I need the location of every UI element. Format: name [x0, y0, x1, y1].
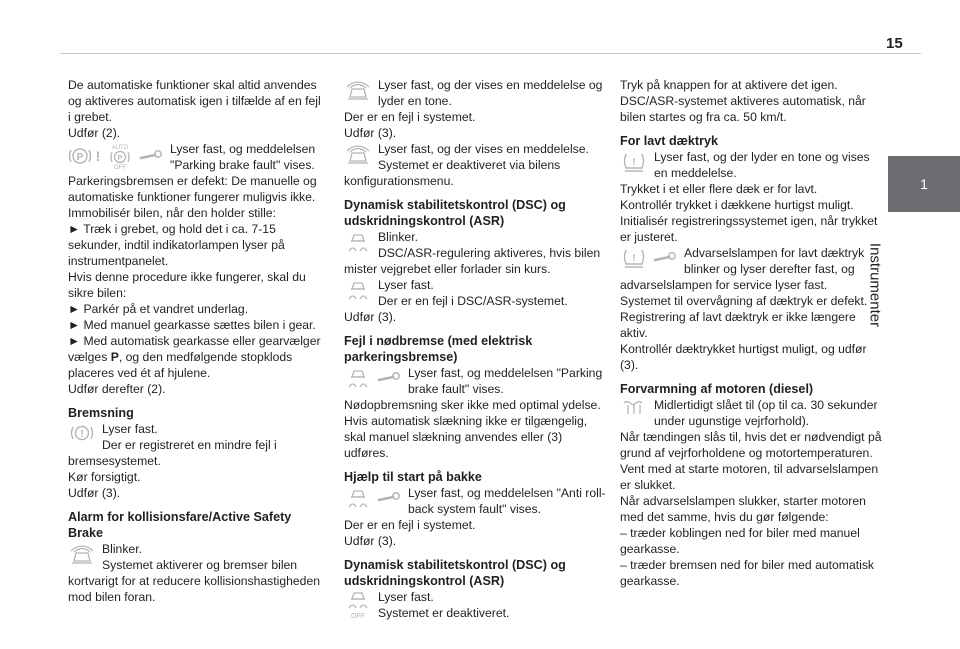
icon-row-text: Der er en fejl i DSC/ASR-systemet.: [378, 294, 568, 308]
wrench-icon: [652, 251, 678, 265]
icon-group: [344, 143, 372, 165]
collision-icon: [344, 143, 372, 165]
icon-row-text: Lyser fast, og der lyder en tone og vises en meddelelse.: [654, 150, 870, 180]
icon-row-text: Blinker.: [378, 230, 418, 244]
header-rule: [60, 53, 921, 54]
heading-tyre: For lavt dæktryk: [620, 134, 718, 148]
icon-group: [68, 423, 96, 443]
warning-row: [620, 397, 882, 429]
parking-brake-icon: [68, 146, 102, 166]
tyre-pressure-icon: [620, 151, 648, 173]
heading-noedbremse: Fejl i nødbremse (med elektrisk parkeringsbremse): [344, 334, 533, 364]
warning-row: [68, 141, 326, 173]
paragraph: Der er en fejl i systemet.: [344, 518, 476, 532]
column-2: [344, 77, 606, 621]
auto-text: AUTO: [111, 145, 129, 151]
brake-warning-icon: [68, 423, 96, 443]
exclaim-letter: !: [95, 148, 101, 164]
warning-row: [344, 77, 606, 109]
icon-row-text: Systemet er deaktiveret.: [378, 606, 510, 620]
warning-row: [68, 541, 326, 605]
icon-row-text: Advarselslampen for lavt dæktryk blinker og lyser derefter fast, og advarselslampen for service lyser fast.: [620, 246, 865, 292]
dsc-skid-icon: [344, 279, 372, 301]
icon-row-text: Systemet aktiverer og bremser bilen kortvarigt for at reducere kollisionshastigheden mod bilen foran.: [68, 558, 321, 604]
icon-row-text: Lyser fast.: [378, 278, 434, 292]
icon-row-text: Lyser fast, og meddelelsen "Parking brake fault" vises.: [170, 142, 316, 172]
chapter-tab[interactable]: 1: [888, 156, 960, 212]
off-text: OFF: [114, 165, 126, 169]
icon-row-text: Lyser fast, og der vises en meddelelse og lyder en tone.: [378, 78, 603, 108]
bullet-item: ► Træk i grebet, og hold det i ca. 7-15 sekunder, indtil indikatorlampen lyser på instrumentpanelet.: [68, 222, 285, 268]
warning-row: [344, 141, 606, 189]
paragraph: Hvis denne procedure ikke fungerer, skal du sikre bilen:: [68, 270, 306, 300]
tyre-pressure-icon: [620, 247, 648, 269]
icon-row-text: Der er registreret en mindre fejl i bremsesystemet.: [68, 438, 277, 468]
bullet-text-c: , og den medfølgende stopklods placeres ved ét af hjulene.: [68, 350, 293, 380]
dsc-skid-icon: [344, 367, 372, 389]
wrench-icon: [376, 491, 402, 505]
icon-row-text: Lyser fast.: [378, 590, 434, 604]
warning-row: [344, 589, 606, 621]
exclaim-letter: !: [80, 429, 84, 440]
wrench-icon: [376, 371, 402, 385]
collision-icon: [344, 79, 372, 101]
column-1: [68, 77, 326, 605]
paragraph: De automatiske funktioner skal altid anvendes og aktiveres automatisk igen i tilfælde af en fejl i grebet.: [68, 78, 321, 124]
warning-row: [344, 485, 606, 517]
paragraph: Udfør (3).: [344, 126, 397, 140]
paragraph: Udfør derefter (2).: [68, 382, 166, 396]
warning-row: [344, 229, 606, 277]
paragraph: Systemet til overvågning af dæktryk er defekt.: [620, 294, 868, 308]
heading-alarm: Alarm for kollisionsfare/Active Safety Brake: [68, 510, 292, 540]
collision-icon: [68, 543, 96, 565]
heading-dsc: Dynamisk stabilitetskontrol (DSC) og udskridningskontrol (ASR): [344, 198, 566, 228]
wrench-icon: [138, 149, 164, 163]
heading-bremsning: Bremsning: [68, 406, 134, 420]
p-letter: P: [76, 152, 84, 163]
warning-row: [620, 149, 882, 181]
paragraph: Udfør (3).: [68, 486, 121, 500]
paragraph: Kontrollér trykket i dækkene hurtigst muligt.: [620, 198, 854, 212]
dsc-skid-icon: [344, 231, 372, 253]
icon-group: [344, 591, 372, 619]
bullet-text-bold: P: [110, 350, 119, 364]
icon-row-text: Blinker.: [102, 542, 142, 556]
hill-start-icon: [344, 487, 372, 509]
paragraph: Hvis automatisk slækning ikke er tilgængelig, skal manuel slækning anvendes eller (3) udføres.: [344, 414, 588, 460]
paragraph: Nødopbremsning sker ikke med optimal ydelse.: [344, 398, 601, 412]
warning-row: [344, 277, 606, 309]
icon-row-text: Lyser fast, og meddelelsen "Anti roll-back system fault" vises.: [408, 486, 606, 516]
icon-group: [620, 151, 648, 173]
icon-row-text: Lyser fast, og der vises en meddelelse.: [378, 142, 589, 156]
exclaim-letter: !: [632, 253, 636, 264]
warning-row: [68, 421, 326, 469]
paragraph: Parkeringsbremsen er defekt: De manuelle og automatiske funktioner fungerer muligvis ikke.: [68, 174, 317, 204]
icon-group: [344, 487, 402, 509]
auto-parking-off-icon: [106, 143, 134, 169]
heading-glow: Forvarmning af motoren (diesel): [620, 382, 814, 396]
paragraph: Registrering af lavt dæktryk er ikke længere aktiv.: [620, 310, 856, 340]
paragraph: Tryk på knappen for at aktivere det igen.: [620, 78, 838, 92]
icon-group: [68, 543, 96, 565]
paragraph: Kør forsigtigt.: [68, 470, 141, 484]
paragraph: Trykket i et eller flere dæk er for lavt.: [620, 182, 818, 196]
icon-row-text: DSC/ASR-regulering aktiveres, hvis bilen mister vejgrebet eller forlader sin kurs.: [344, 246, 601, 276]
chapter-label-text: Instrumenter: [866, 242, 884, 328]
page-number: 15: [886, 35, 903, 52]
dsc-off-icon: [344, 591, 372, 619]
heading-dsc-2: Dynamisk stabilitetskontrol (DSC) og udskridningskontrol (ASR): [344, 558, 566, 588]
paragraph: Vent med at starte motoren, til advarselslampen er slukket.: [620, 462, 879, 492]
paragraph: Når tændingen slås til, hvis det er nødvendigt på grund af vejrforholdene og motortemperaturen.: [620, 430, 882, 460]
icon-row-text: Lyser fast.: [102, 422, 158, 436]
warning-row: [344, 365, 606, 397]
icon-row-text: Lyser fast, og meddelelsen "Parking brake fault" vises.: [408, 366, 603, 396]
paragraph: Der er en fejl i systemet.: [344, 110, 476, 124]
icon-row-text: Systemet er deaktiveret via bilens konfigurationsmenu.: [344, 158, 561, 188]
exclaim-letter: !: [632, 157, 636, 168]
paragraph: Initialisér registreringssystemet igen, når trykket er justeret.: [620, 214, 878, 244]
paragraph: Kontrollér dæktrykket hurtigst muligt, og udfør (3).: [620, 342, 867, 372]
bullet-item: ► Med manuel gearkasse sættes bilen i gear.: [68, 318, 316, 332]
icon-group: [68, 143, 164, 169]
dash-item: – træder koblingen ned for biler med manuel gearkasse.: [620, 526, 860, 556]
heading-hill: Hjælp til start på bakke: [344, 470, 482, 484]
icon-group: [344, 79, 372, 101]
bullet-text-a: ► Med automatisk gearkasse eller gearvælger vælges: [68, 334, 321, 364]
paragraph: Når advarselslampen slukker, starter motoren med det samme, hvis du gør følgende:: [620, 494, 866, 524]
off-text: OFF: [351, 613, 365, 619]
paragraph: Udfør (3).: [344, 534, 397, 548]
column-3: [620, 77, 882, 589]
dash-item: – træder bremsen ned for biler med automatisk gearkasse.: [620, 558, 875, 588]
glow-plug-icon: [620, 399, 648, 417]
paragraph: Udfør (2).: [68, 126, 121, 140]
icon-group: [620, 247, 678, 269]
paragraph: DSC/ASR-systemet aktiveres automatisk, når bilen startes og fra ca. 50 km/t.: [620, 94, 866, 124]
bullet-item: [68, 333, 326, 381]
warning-row: [620, 245, 882, 293]
p-small-letter: P: [117, 155, 123, 162]
icon-group: [344, 231, 372, 253]
icon-group: [620, 399, 648, 417]
paragraph: Udfør (3).: [344, 310, 397, 324]
bullet-item: ► Parkér på et vandret underlag.: [68, 302, 249, 316]
icon-row-text: Midlertidigt slået til (op til ca. 30 sekunder under ugunstige vejrforhold).: [654, 398, 878, 428]
icon-group: [344, 279, 372, 301]
icon-group: [344, 367, 402, 389]
paragraph: Immobilisér bilen, når den holder stille:: [68, 206, 276, 220]
